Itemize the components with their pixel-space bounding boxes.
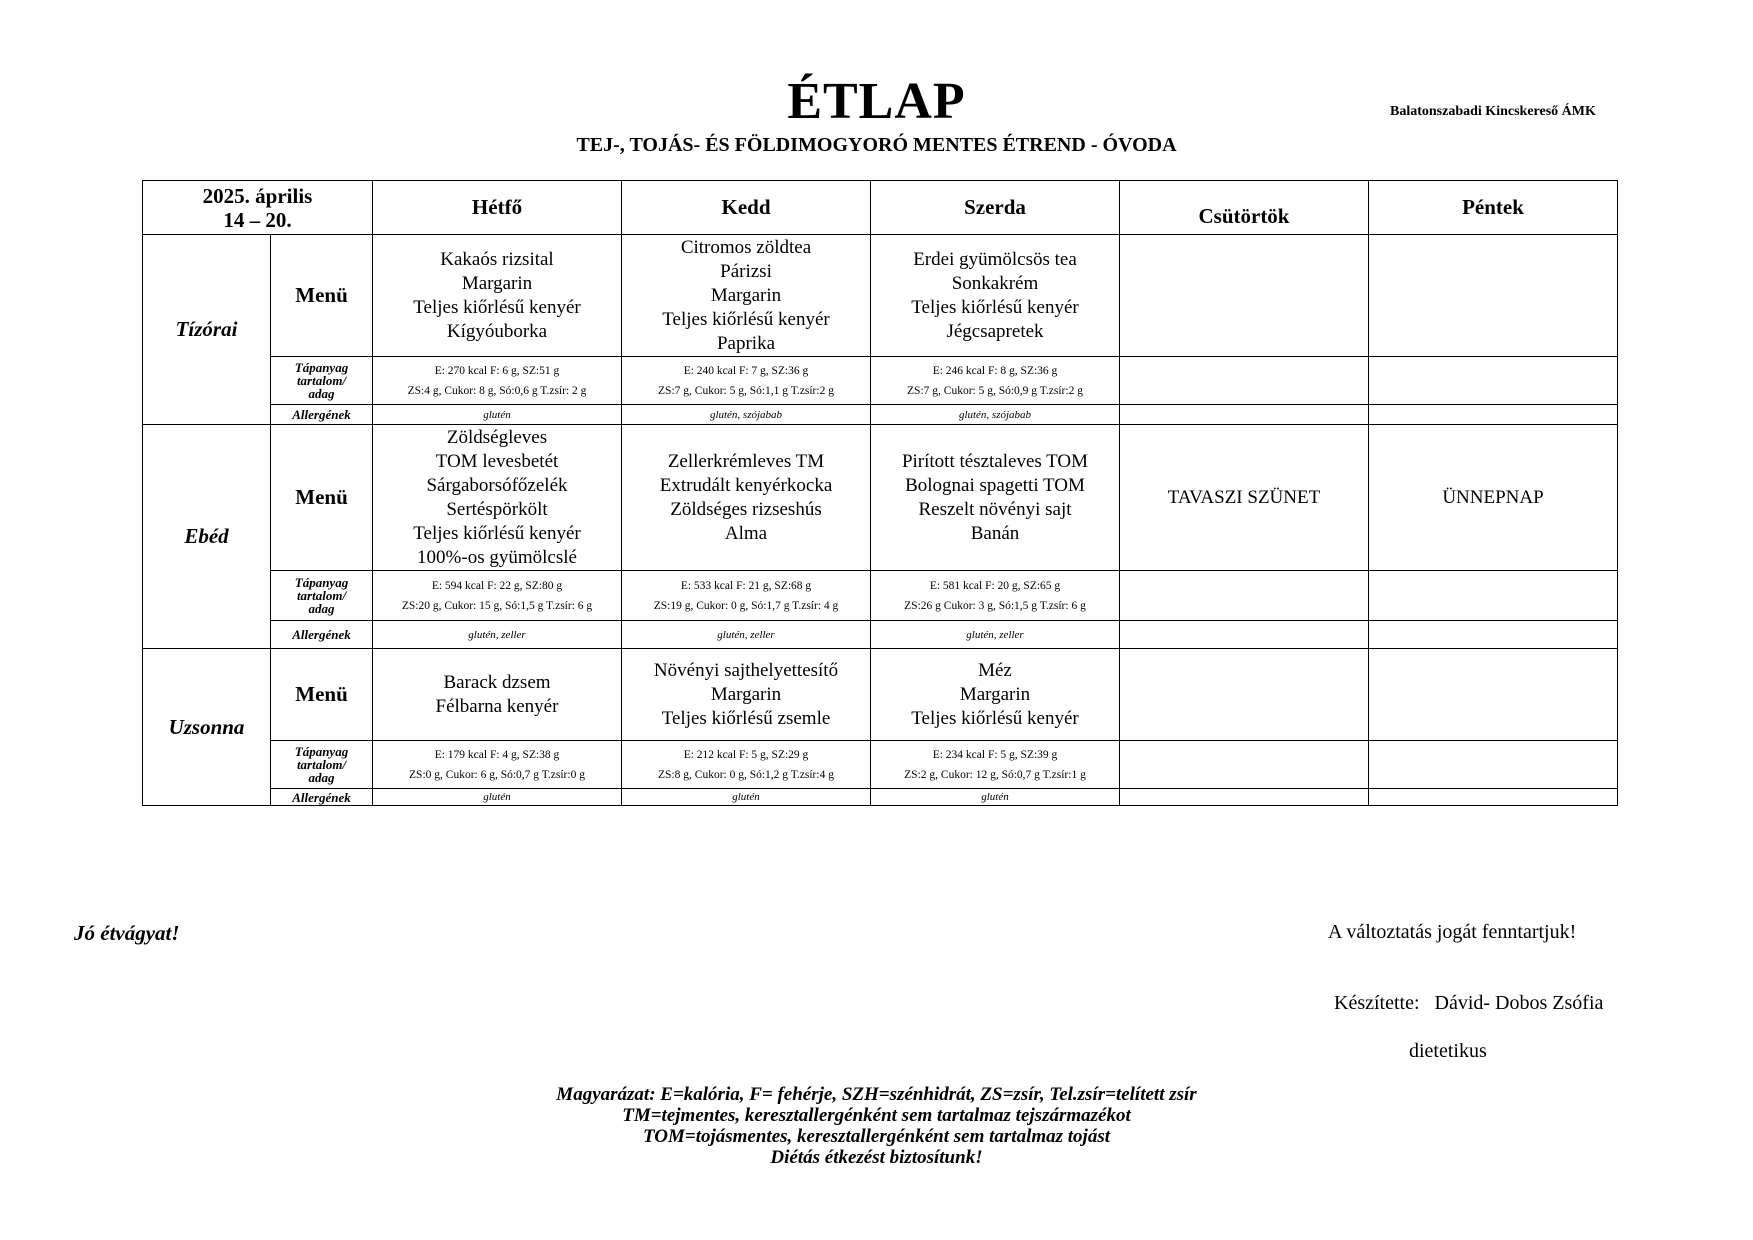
menu-row-ebed [143,425,1618,571]
nutrition-line: ZS:0 g, Cukor: 6 g, Só:0,7 g T.zsír:0 g [409,768,585,781]
empty-cell [1369,621,1618,649]
organization-name: Balatonszabadi Kincskereső ÁMK [1390,104,1596,119]
meal-name-uzsonna: Uzsonna [143,649,271,806]
empty-cell [1120,789,1369,806]
row-label-allergens: Allergének [271,621,373,649]
menu-cell [373,425,622,571]
menu-item: Pirított tésztaleves TOM [901,450,1089,472]
menu-item: Zellerkrémleves TM [667,450,825,472]
menu-item: Citromos zöldtea [680,236,812,258]
menu-cell [622,425,871,571]
table-header-row [143,181,1618,235]
nutrition-cell [622,571,871,621]
allergen-cell: glutén, szójabab [622,405,871,425]
menu-item: Margarin [710,683,782,705]
row-label-nutrition-line: tartalom/ [296,373,347,388]
nutrition-line: ZS:4 g, Cukor: 8 g, Só:0,6 g T.zsír: 2 g [407,384,587,397]
menu-item: Alma [724,522,768,544]
empty-cell [1369,571,1618,621]
allergen-cell: glutén, zeller [622,621,871,649]
day-header-monday: Hétfő [373,181,622,235]
day-header-wednesday: Szerda [871,181,1120,235]
allergen-cell: glutén, szójabab [871,405,1120,425]
nutrition-row-uzsonna [143,741,1618,789]
allergen-cell: glutén [373,789,622,806]
empty-cell [1120,235,1369,357]
menu-item: Teljes kiőrlésű kenyér [413,296,581,318]
row-label-nutrition-line: Tápanyag [294,744,349,759]
allergen-cell: glutén, zeller [871,621,1120,649]
day-header-thursday: Csütörtök [1120,181,1369,235]
row-label-nutrition-line: tartalom/ [296,757,347,772]
date-range-cell [143,181,373,235]
nutrition-line: ZS:2 g, Cukor: 12 g, Só:0,7 g T.zsír:1 g [904,768,1086,781]
meal-name-ebed: Ebéd [143,425,271,649]
menu-item: Kakaós rizsital [440,248,554,270]
menu-item: Jégcsapretek [946,320,1044,342]
menu-cell [622,235,871,357]
empty-cell [1120,357,1369,405]
nutrition-line: ZS:7 g, Cukor: 5 g, Só:1,1 g T.zsír:2 g [658,384,834,397]
menu-item: Extrudált kenyérkocka [659,474,833,496]
menu-item: Margarin [710,284,782,306]
nutrition-cell [622,357,871,405]
empty-cell [1369,649,1618,741]
row-label-nutrition-line: Tápanyag [294,575,349,590]
row-label-nutrition [271,357,373,405]
menu-item: Banán [970,522,1020,544]
day-header-tuesday: Kedd [622,181,871,235]
rights-notice: A változtatás jogát fenntartjuk! [1328,921,1577,943]
menu-row-uzsonna [143,649,1618,741]
menu-item: Teljes kiőrlésű zsemle [661,707,831,729]
empty-cell [1369,405,1618,425]
nutrition-line: E: 179 kcal F: 4 g, SZ:38 g [434,748,560,761]
nutrition-line: E: 594 kcal F: 22 g, SZ:80 g [431,579,563,592]
allergen-cell: glutén [871,789,1120,806]
row-label-allergens: Allergének [271,789,373,806]
nutrition-line: E: 533 kcal F: 21 g, SZ:68 g [680,579,812,592]
menu-item: Méz [978,659,1012,681]
meal-name-tizorai: Tízórai [143,235,271,425]
menu-item: Paprika [716,332,776,354]
legend-line: TM=tejmentes, keresztallergénként sem tartalmaz tejszármazékot [622,1105,1131,1126]
menu-item: Barack dzsem [443,671,551,693]
allergen-row-uzsonna [143,789,1618,806]
day-header-friday: Péntek [1369,181,1618,235]
empty-cell [1369,235,1618,357]
nutrition-line: ZS:26 g Cukor: 3 g, Só:1,5 g T.zsír: 6 g [904,599,1086,612]
date-range-line-1: 2025. április [202,183,313,208]
row-label-allergens: Allergének [271,405,373,425]
legend-block [0,1084,1753,1168]
empty-cell [1369,357,1618,405]
nutrition-line: E: 240 kcal F: 7 g, SZ:36 g [683,364,809,377]
menu-item: Erdei gyümölcsös tea [913,248,1077,270]
nutrition-line: E: 581 kcal F: 20 g, SZ:65 g [929,579,1061,592]
menu-item: Margarin [959,683,1031,705]
row-label-menu: Menü [271,235,373,357]
weekly-menu-table [142,180,1618,806]
menu-cell [373,649,622,741]
row-label-nutrition [271,571,373,621]
row-label-nutrition-line: adag [308,386,335,401]
nutrition-cell [871,741,1120,789]
menu-item: Reszelt növényi sajt [918,498,1072,520]
nutrition-line: ZS:20 g, Cukor: 15 g, Só:1,5 g T.zsír: 6 g [401,599,593,612]
menu-cell [871,425,1120,571]
row-label-nutrition-line: adag [308,601,335,616]
menu-cell [622,649,871,741]
row-label-nutrition [271,741,373,789]
row-label-nutrition-line: Tápanyag [294,360,349,375]
allergen-cell: glutén [373,405,622,425]
menu-cell [373,235,622,357]
row-label-menu: Menü [271,425,373,571]
allergen-cell: glutén [622,789,871,806]
author-role: dietetikus [1409,1040,1487,1062]
menu-item: 100%-os gyümölcslé [417,546,577,568]
empty-cell [1120,741,1369,789]
nutrition-cell [373,741,622,789]
menu-item: Sonkakrém [951,272,1039,294]
nutrition-line: E: 270 kcal F: 6 g, SZ:51 g [434,364,560,377]
empty-cell [1120,649,1369,741]
nutrition-row-tizorai [143,357,1618,405]
nutrition-line: E: 212 kcal F: 5 g, SZ:29 g [683,748,809,761]
menu-item: Teljes kiőrlésű kenyér [911,296,1079,318]
row-label-nutrition-line: tartalom/ [296,588,347,603]
menu-item: Bolognai spagetti TOM [905,474,1085,496]
page-subtitle: TEJ-, TOJÁS- ÉS FÖLDIMOGYORÓ MENTES ÉTREND - ÓVODA [576,134,1177,156]
allergen-row-ebed [143,621,1618,649]
menu-item: TOM levesbetét [435,450,559,472]
legend-line: Diétás étkezést biztosítunk! [770,1147,983,1168]
menu-item: Teljes kiőrlésű kenyér [911,707,1079,729]
special-note-friday: ÜNNEPNAP [1369,425,1618,571]
nutrition-cell [622,741,871,789]
menu-item: Sertéspörkölt [446,498,548,520]
nutrition-cell [871,571,1120,621]
special-note-thursday: TAVASZI SZÜNET [1120,425,1369,571]
menu-item: Párizsi [720,260,772,282]
nutrition-line: E: 234 kcal F: 5 g, SZ:39 g [932,748,1058,761]
legend-line: TOM=tojásmentes, keresztallergénként sem tartalmaz tojást [642,1126,1111,1147]
empty-cell [1369,789,1618,806]
legend-line: Magyarázat: E=kalória, F= fehérje, SZH=szénhidrát, ZS=zsír, Tel.zsír=telített zsír [556,1084,1197,1105]
menu-item: Növényi sajthelyettesítő [653,659,839,681]
menu-cell [871,235,1120,357]
nutrition-row-ebed [143,571,1618,621]
empty-cell [1120,621,1369,649]
nutrition-line: ZS:7 g, Cukor: 5 g, Só:0,9 g T.zsír:2 g [907,384,1083,397]
menu-item: Sárgaborsófőzelék [426,474,568,496]
empty-cell [1120,571,1369,621]
nutrition-cell [373,571,622,621]
nutrition-cell [373,357,622,405]
menu-item: Zöldséges rizseshús [670,498,822,520]
nutrition-line: ZS:8 g, Cukor: 0 g, Só:1,2 g T.zsír:4 g [658,768,834,781]
allergen-cell: glutén, zeller [373,621,622,649]
menu-item: Zöldségleves [446,426,548,448]
allergen-row-tizorai [143,405,1618,425]
page-title: ÉTLAP [787,73,966,130]
menu-item: Margarin [461,272,533,294]
nutrition-cell [871,357,1120,405]
row-label-menu: Menü [271,649,373,741]
menu-item: Kígyóuborka [446,320,548,342]
row-label-nutrition-line: adag [308,770,335,785]
menu-item: Teljes kiőrlésű kenyér [413,522,581,544]
nutrition-line: ZS:19 g, Cukor: 0 g, Só:1,7 g T.zsír: 4 g [653,599,839,612]
nutrition-line: E: 246 kcal F: 8 g, SZ:36 g [932,364,1058,377]
greeting-text: Jó étvágyat! [74,921,180,945]
empty-cell [1120,405,1369,425]
date-range-line-2: 14 – 20. [223,207,292,232]
menu-item: Teljes kiőrlésű kenyér [662,308,830,330]
menu-cell [871,649,1120,741]
menu-row-tizorai [143,235,1618,357]
author-credit: Készítette: Dávid- Dobos Zsófia [1334,992,1604,1014]
menu-item: Félbarna kenyér [435,695,559,717]
empty-cell [1369,741,1618,789]
